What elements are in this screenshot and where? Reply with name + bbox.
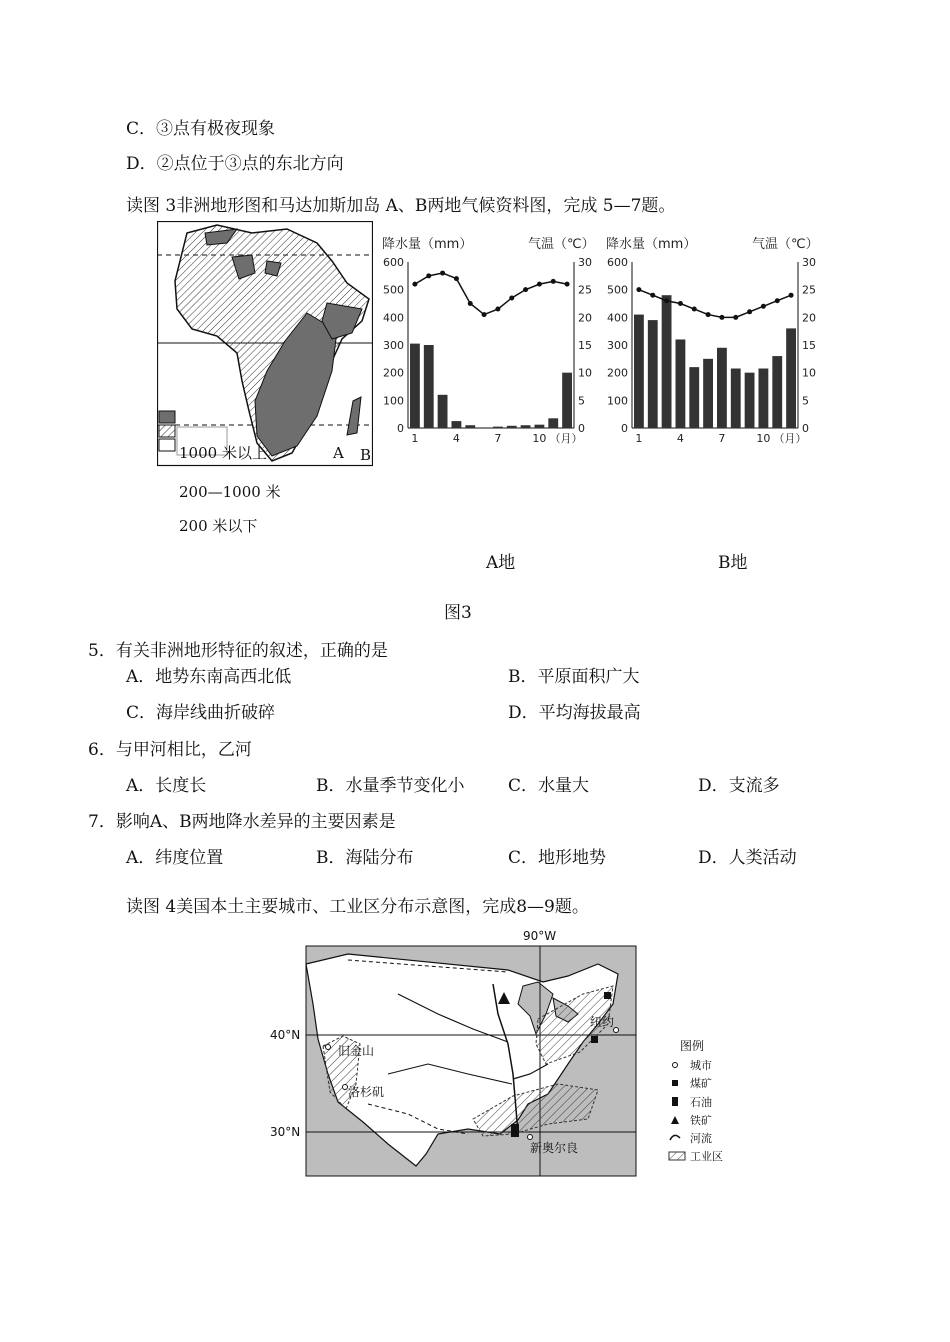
- city-label-san-francisco: 旧金山: [338, 1044, 375, 1058]
- chart-b-temp-point: [775, 298, 780, 303]
- figure4-intro: 读图 4美国本土主要城市、工业区分布示意图，完成8—9题。: [126, 897, 589, 917]
- longitude-label: 90°W: [523, 929, 557, 943]
- chart-b-temp-tick: 15: [802, 339, 816, 352]
- chart-b-month-tick: 7: [718, 432, 726, 445]
- climate-chart-a: [382, 230, 602, 452]
- lat-label-40: 40°N: [270, 1028, 301, 1042]
- chart-a-temp-line: [415, 273, 567, 315]
- chart-b-temp-tick: 5: [802, 394, 809, 408]
- q6-option-b: B．水量季节变化小: [316, 776, 465, 796]
- chart-a-month-tick: 1: [411, 432, 419, 445]
- q6-option-c: C．水量大: [508, 776, 590, 796]
- chart-a-temp-tick: 0: [578, 422, 585, 435]
- legend-low-label: 200 米以下: [179, 517, 258, 535]
- chart-b-temp-point: [747, 309, 752, 314]
- africa-terrain-map: [157, 221, 373, 467]
- figure3-intro: 读图 3非洲地形图和马达加斯加岛 A、B两地气候资料图，完成 5—7题。: [126, 196, 676, 216]
- chart-a-precip-bar: [521, 425, 531, 428]
- chart-b-precip-axis-title: 降水量（mm）: [606, 237, 697, 252]
- chart-a-precip-bar: [548, 418, 558, 428]
- q5-option-c: C．海岸线曲折破碎: [126, 703, 276, 723]
- chart-a-temp-point: [537, 282, 542, 287]
- figure3-caption: 图3: [444, 603, 472, 623]
- africa-point-a: A: [333, 444, 344, 462]
- chart-b-temp-tick: 0: [802, 422, 809, 435]
- chart-a-month-tick: 10: [532, 432, 547, 445]
- chart-a-temp-tick: 15: [578, 339, 592, 352]
- chart-a-temp-point: [565, 282, 570, 287]
- us-legend-industry: 工业区: [690, 1150, 723, 1163]
- city-icon: [673, 1063, 678, 1068]
- lat-label-30: 30°N: [270, 1125, 301, 1139]
- chart-a-temp-point: [412, 282, 417, 287]
- iron-ore-icon: [671, 1116, 679, 1124]
- chart-b-precip-tick: 200: [607, 366, 628, 380]
- chart-b-temp-point: [761, 304, 766, 309]
- us-legend-title: 图例: [680, 1039, 705, 1053]
- chart-a-precip-bar: [424, 345, 434, 428]
- chart-b-temp-tick: 25: [802, 283, 816, 297]
- chart-b-temp-point: [678, 301, 683, 306]
- chart-a-temp-point: [495, 307, 500, 312]
- africa-point-b: B: [360, 446, 372, 464]
- chart-a-precip-bar: [507, 426, 517, 428]
- chart-a-temp-point: [551, 279, 556, 284]
- chart-b-precip-bar: [689, 367, 699, 428]
- q5-option-b: B．平原面积广大: [508, 667, 640, 687]
- chart-b-month-tick: 4: [676, 432, 684, 445]
- chart-b-precip-bar: [786, 328, 796, 428]
- chart-b-month-tick: （月）: [773, 432, 807, 445]
- chart-b-temp-point: [789, 293, 794, 298]
- chart-b-temp-point: [706, 312, 711, 317]
- chart-a-precip-tick: 500: [383, 283, 404, 297]
- chart-b-precip-tick: 300: [607, 339, 628, 352]
- chart-b-temp-point: [733, 315, 738, 320]
- chart-a-precip-axis-title: 降水量（mm）: [382, 237, 473, 252]
- chart-b-precip-bar: [731, 369, 741, 428]
- chart-b-precip-bar: [676, 339, 686, 428]
- chart-b-precip-bar: [745, 373, 755, 428]
- chart-a-precip-bar: [535, 425, 545, 428]
- q4-option-c: C．③点有极夜现象: [126, 119, 276, 139]
- q7-option-d: D．人类活动: [698, 848, 797, 868]
- city-dot-icon: [528, 1135, 533, 1140]
- chart-a-temp-point: [482, 312, 487, 317]
- chart-a-precip-tick: 400: [383, 311, 404, 325]
- chart-b-temp-point: [692, 307, 697, 312]
- chart-b-precip-tick: 500: [607, 283, 628, 297]
- oil-icon: [511, 1124, 519, 1137]
- city-label-new-york: 纽约: [590, 1015, 615, 1029]
- chart-a-temp-point: [523, 287, 528, 292]
- chart-b-temp-tick: 20: [802, 311, 816, 325]
- chart-a-temp-point: [440, 271, 445, 276]
- chart-b-month-tick: 10: [756, 432, 771, 445]
- chart-a-temp-tick: 5: [578, 394, 585, 408]
- city-dot-icon: [343, 1085, 348, 1090]
- q6-stem: 6．与甲河相比，乙河: [88, 740, 252, 760]
- chart-a-precip-tick: 300: [383, 339, 404, 352]
- us-legend-river: 河流: [690, 1132, 712, 1145]
- q7-option-b: B．海陆分布: [316, 848, 414, 868]
- us-legend-oil: 石油: [690, 1096, 712, 1109]
- city-dot-icon: [326, 1045, 331, 1050]
- chart-b-temp-point: [719, 315, 724, 320]
- chart-a-precip-tick: 100: [383, 394, 404, 408]
- chart-a-precip-bar: [438, 395, 448, 428]
- chart-a-caption: A地: [486, 553, 516, 573]
- river-icon: [670, 1135, 680, 1140]
- coal-icon: [591, 1036, 598, 1043]
- chart-a-month-tick: （月）: [549, 432, 583, 445]
- us-legend-city: 城市: [690, 1059, 712, 1072]
- chart-a-precip-bar: [410, 344, 420, 428]
- q7-stem: 7．影响A、B两地降水差异的主要因素是: [88, 812, 396, 832]
- oil-icon: [672, 1097, 678, 1106]
- q7-option-a: A．纬度位置: [126, 848, 224, 868]
- chart-a-temp-point: [426, 273, 431, 278]
- chart-b-precip-bar: [703, 359, 713, 428]
- q6-option-a: A．长度长: [126, 776, 207, 796]
- climate-chart-b: [606, 230, 831, 452]
- us-legend-iron: 铁矿: [690, 1114, 712, 1127]
- chart-b-precip-bar: [648, 320, 658, 428]
- q4-option-d: D．②点位于③点的东北方向: [126, 154, 344, 174]
- chart-b-precip-bar: [759, 369, 769, 428]
- q5-option-a: A．地势东南高西北低: [126, 667, 292, 687]
- chart-a-precip-bar: [562, 373, 572, 428]
- q7-option-c: C．地形地势: [508, 848, 607, 868]
- chart-a-precip-tick: 200: [383, 366, 404, 380]
- city-label-new-orleans: 新奥尔良: [530, 1141, 579, 1155]
- chart-a-month-tick: 7: [494, 432, 502, 445]
- chart-b-precip-bar: [634, 315, 644, 428]
- q5-stem: 5．有关非洲地形特征的叙述，正确的是: [88, 641, 388, 661]
- us-legend-coal: 煤矿: [690, 1077, 712, 1090]
- chart-a-precip-tick: 0: [397, 422, 404, 435]
- chart-a-temp-tick: 20: [578, 311, 592, 325]
- chart-b-temp-axis-title: 气温（℃）: [752, 237, 819, 252]
- chart-b-precip-bar: [662, 295, 672, 428]
- chart-a-precip-bar: [465, 425, 475, 428]
- legend-high-label: 1000 米以上: [179, 444, 267, 462]
- city-dot-icon: [614, 1028, 619, 1033]
- city-label-los-angeles: 洛杉矶: [348, 1085, 385, 1099]
- legend-mid-label: 200—1000 米: [179, 483, 281, 501]
- q5-option-d: D．平均海拔最高: [508, 703, 641, 723]
- chart-b-precip-tick: 400: [607, 311, 628, 325]
- chart-a-temp-point: [468, 301, 473, 306]
- chart-a-precip-bar: [452, 421, 462, 428]
- chart-b-temp-tick: 30: [802, 256, 816, 269]
- q6-option-d: D．支流多: [698, 776, 780, 796]
- chart-b-precip-bar: [772, 356, 782, 428]
- chart-b-precip-tick: 100: [607, 394, 628, 408]
- chart-b-temp-point: [650, 293, 655, 298]
- chart-a-precip-tick: 600: [383, 256, 404, 269]
- chart-b-month-tick: 1: [635, 432, 643, 445]
- us-industrial-map: [268, 924, 738, 1186]
- chart-a-temp-point: [509, 295, 514, 300]
- chart-a-temp-axis-title: 气温（℃）: [528, 237, 595, 252]
- chart-b-temp-point: [664, 298, 669, 303]
- chart-b-temp-tick: 10: [802, 366, 816, 380]
- coal-icon: [604, 992, 611, 999]
- chart-a-temp-tick: 10: [578, 366, 592, 380]
- chart-a-temp-tick: 30: [578, 256, 592, 269]
- chart-a-precip-bar: [493, 427, 503, 428]
- coal-icon: [672, 1080, 678, 1086]
- chart-b-precip-tick: 0: [621, 422, 628, 435]
- chart-b-precip-tick: 600: [607, 256, 628, 269]
- chart-b-temp-point: [636, 287, 641, 292]
- chart-a-month-tick: 4: [452, 432, 460, 445]
- chart-b-caption: B地: [718, 553, 748, 573]
- chart-a-temp-tick: 25: [578, 283, 592, 297]
- chart-b-precip-bar: [717, 348, 727, 428]
- chart-a-temp-point: [454, 276, 459, 281]
- industrial-zone-icon: [669, 1152, 685, 1160]
